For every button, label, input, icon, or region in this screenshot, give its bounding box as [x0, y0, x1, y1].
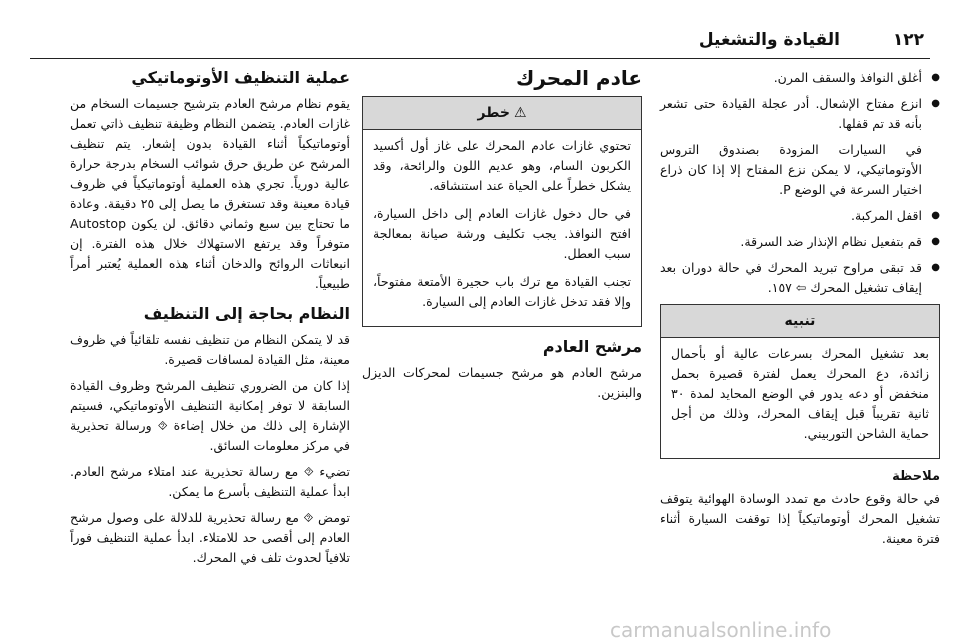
section-heading-auto-clean: عملية التنظيف الأوتوماتيكي — [131, 68, 350, 87]
note-body: في حالة وقوع حادث مع تمدد الوسادة الهوائية يتوقف تشغيل المحرك أوتوماتيكياً إذا توقفت السيارة أثناء فترة معينة. — [660, 491, 940, 546]
needs-cleaning-paragraph: تومض ⯑ مع رسالة تحذيرية للدلالة على وصول مرشح العادم إلى أقصى حد للامتلاء. ابدأ عملية التنظيف فوراً تلافياً لحدوث تلف في المحرك. — [70, 510, 350, 565]
section-heading-exhaust: عادم المحرك — [515, 66, 642, 90]
exhaust-filter-paragraph: مرشح العادم هو مرشح جسيمات لمحركات الديزل والبنزين. — [362, 365, 642, 400]
needs-cleaning-paragraph: قد لا يتمكن النظام من تنظيف نفسه تلقائياً في ظروف معينة، مثل القيادة لمسافات قصيرة. — [70, 332, 350, 367]
running-title: القيادة والتشغيل — [698, 30, 840, 50]
page-number: ١٢٢ — [892, 30, 924, 50]
page-header — [0, 0, 960, 56]
danger-title: خطر — [477, 105, 510, 121]
list-item: ● انزع مفتاح الإشعال. أدر عجلة القيادة حتى تشعر بأنه قد تم قفلها. — [660, 94, 940, 134]
notice-box — [660, 304, 940, 459]
danger-paragraph: في حال دخول غازات العادم إلى داخل السيارة، افتح النوافذ. يجب تكليف ورشة صيانة بمعالجة سبب العطل. — [373, 206, 631, 261]
watermark: carmanualsonline.info — [610, 618, 832, 642]
needs-cleaning-paragraph: إذا كان من الضروري تنظيف المرشح وظروف القيادة السابقة لا توفر إمكانية التنظيف الأوتوماتيكي، فسيتم الإشارة إلى ذلك من خلال إضاءة ⯑ ورسالة تحذيرية في مركز معلومات السائق. — [70, 378, 350, 453]
danger-paragraph: تحتوي غازات عادم المحرك على غاز أول أكسيد الكربون السام، وهو عديم اللون والرائحة، وقد يشكل خطراً على الحياة عند استنشاقه. — [373, 138, 631, 193]
list-item: ● أغلق النوافذ والسقف المرن. — [660, 68, 940, 88]
header-rule — [30, 58, 930, 59]
list-item: ● اقفل المركبة. — [660, 206, 940, 226]
notice-title: تنبيه — [661, 305, 939, 338]
list-item: ● قد تبقى مراوح تبريد المحرك في حالة دوران بعد إيقاف تشغيل المحرك ⇦ ١٥٧. — [660, 258, 940, 298]
danger-paragraph: تجنب القيادة مع ترك باب حجيرة الأمتعة مفتوحاً، وإلا فقد تدخل غازات العادم إلى السيارة. — [373, 274, 631, 309]
note-title: ملاحظة — [892, 469, 940, 484]
danger-header — [363, 97, 641, 130]
needs-cleaning-paragraph: تضيء ⯑ مع رسالة تحذيرية عند امتلاء مرشح العادم. ابدأ عملية التنظيف بأسرع ما يمكن. — [70, 464, 350, 499]
column-left — [70, 68, 350, 574]
notice-body: بعد تشغيل المحرك بسرعات عالية أو بأحمال زائدة، دع المحرك يعمل لفترة قصيرة بحمل منخفض أو دعه يدور في الوضع المحايد لمدة ٣٠ ثانية تقريباً قبل إيقاف المحرك، وذلك من أجل حماية الشاحن التوربيني. — [671, 346, 929, 441]
list-item: ● قم بتفعيل نظام الإنذار ضد السرقة. — [660, 232, 940, 252]
subheading-needs-cleaning: النظام بحاجة إلى التنظيف — [143, 304, 350, 323]
warning-triangle-icon: ⚠ — [513, 105, 527, 121]
column-middle — [362, 68, 642, 409]
column-right — [660, 68, 940, 555]
danger-box — [362, 96, 642, 327]
transmission-paragraph: في السيارات المزودة بصندوق التروس الأوتوماتيكي، لا يمكن نزع المفتاح إلا إذا كان ذراع اختيار السرعة في الوضع P. — [660, 142, 922, 197]
subheading-exhaust-filter: مرشح العادم — [542, 337, 642, 356]
auto-clean-paragraph: يقوم نظام مرشح العادم بترشيح جسيمات السخام من غازات العادم. يتضمن النظام وظيفة تنظيف ذاتي تعمل أوتوماتيكياً أثناء القيادة بدون إشعار. يتم تنظيف المرشح عن طريق حرق شوائب السخام بدرجة حرارة عالية دورياً. تجري هذه العملية أوتوماتيكياً في ظروف قيادة معينة وقد تستغرق ما يصل إلى ٢٥ دقيقة. وعادة ما تحتاج بين سبع وثماني دقائق. لن يكون Autostop متوفراً وقد يرتفع الاستهلاك خلال هذه الفترة. إن انبعاثات الروائح والدخان أثناء هذه العملية يُعتبر أمراً طبيعياً. — [70, 96, 350, 291]
